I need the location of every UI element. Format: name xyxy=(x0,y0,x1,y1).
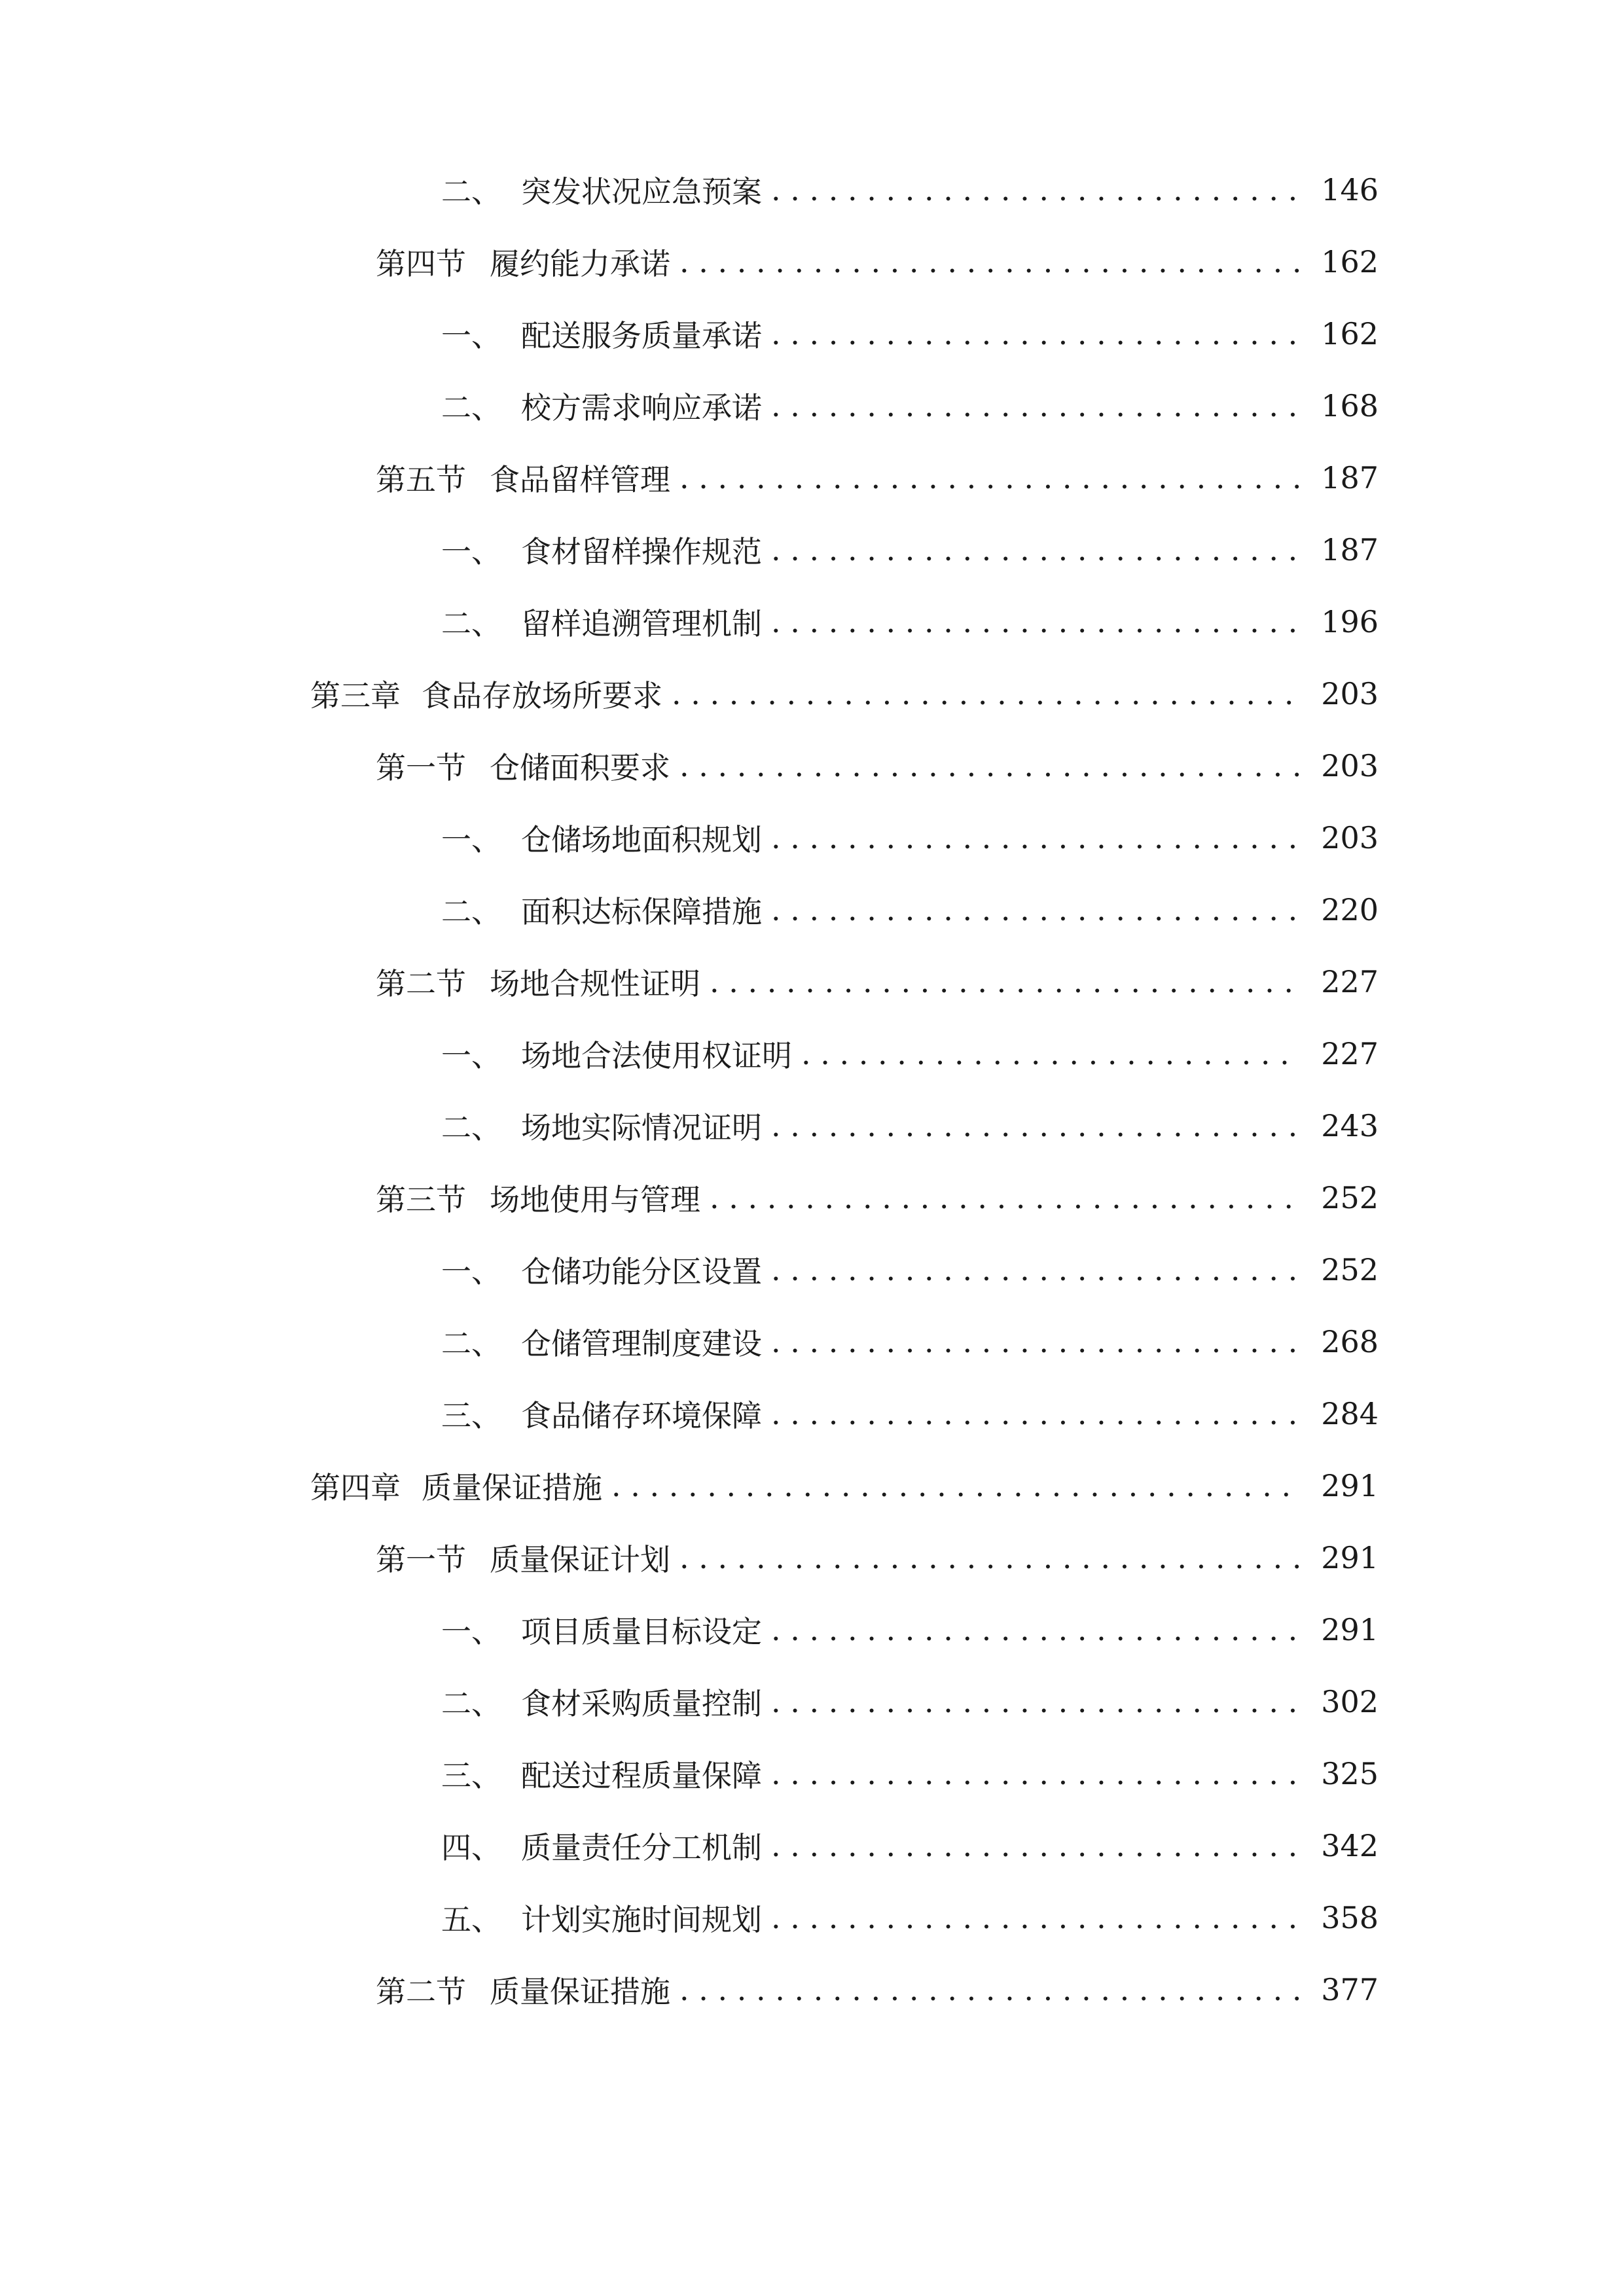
toc-entry[interactable] xyxy=(0,1306,1624,1378)
toc-entry-number: 第二节 xyxy=(376,1974,466,2009)
toc-dot-leader xyxy=(771,1831,1301,1861)
toc-entry-page: 227 xyxy=(1321,964,1379,999)
toc-entry-number: 第四章 xyxy=(310,1470,401,1505)
toc-entry-page: 358 xyxy=(1321,1900,1379,1935)
toc-entry-number: 第三章 xyxy=(310,678,401,713)
toc-entry-number: 一、 xyxy=(441,1614,501,1649)
toc-entry-number: 二、 xyxy=(441,1686,501,1721)
toc-entry[interactable] xyxy=(0,1666,1624,1738)
toc-dot-leader xyxy=(771,895,1301,925)
toc-entry-number: 第一节 xyxy=(376,1542,466,1577)
toc-entry-number: 第五节 xyxy=(376,462,466,497)
toc-dot-leader xyxy=(771,1687,1301,1717)
toc-dot-leader xyxy=(679,751,1301,781)
toc-entry-number: 第二节 xyxy=(376,966,466,1001)
toc-entry[interactable] xyxy=(0,1234,1624,1306)
toc-dot-leader xyxy=(710,1183,1301,1213)
toc-dot-leader xyxy=(710,967,1301,997)
toc-entry[interactable] xyxy=(0,946,1624,1018)
toc-entry-title: 仓储面积要求 xyxy=(490,750,670,785)
toc-entry-number: 一、 xyxy=(441,1254,501,1289)
toc-entry-page: 162 xyxy=(1321,244,1379,279)
toc-dot-leader xyxy=(801,1039,1301,1069)
toc-dot-leader xyxy=(771,1255,1301,1285)
toc-entry-title: 质量保证计划 xyxy=(490,1542,670,1577)
toc-dot-leader xyxy=(771,1759,1301,1789)
toc-entry[interactable] xyxy=(0,1810,1624,1882)
toc-entry-title: 质量保证措施 xyxy=(490,1974,670,2009)
toc-entry-title: 场地合规性证明 xyxy=(490,966,700,1001)
toc-entry-page: 203 xyxy=(1321,748,1379,783)
toc-entry-number: 一、 xyxy=(441,1038,501,1073)
toc-entry-page: 291 xyxy=(1321,1540,1379,1575)
toc-dot-leader xyxy=(771,1111,1301,1141)
toc-entry-number: 第一节 xyxy=(376,750,466,785)
toc-dot-leader xyxy=(679,1975,1301,2005)
toc-entry-title: 仓储场地面积规划 xyxy=(521,822,762,857)
toc-dot-leader xyxy=(771,391,1301,421)
toc-entry-title: 场地合法使用权证明 xyxy=(521,1038,792,1073)
toc-entry-page: 268 xyxy=(1321,1324,1379,1359)
toc-entry-title: 面积达标保障措施 xyxy=(521,894,762,929)
toc-entry-title: 履约能力承诺 xyxy=(490,246,670,281)
toc-entry-title: 食品储存环境保障 xyxy=(521,1398,762,1433)
toc-entry-number: 二、 xyxy=(441,606,501,641)
toc-entry-title: 食品存放场所要求 xyxy=(422,678,662,713)
toc-entry-page: 196 xyxy=(1321,604,1379,639)
toc-entry[interactable] xyxy=(0,1738,1624,1810)
toc-entry-page: 203 xyxy=(1321,676,1379,711)
toc-dot-leader xyxy=(672,679,1301,709)
toc-entry[interactable] xyxy=(0,1954,1624,2026)
toc-entry-title: 食材留样操作规范 xyxy=(521,534,762,569)
toc-entry[interactable] xyxy=(0,514,1624,586)
toc-entry-number: 五、 xyxy=(441,1902,501,1937)
toc-entry-page: 203 xyxy=(1321,820,1379,855)
toc-dot-leader xyxy=(611,1471,1301,1501)
toc-entry-number: 二、 xyxy=(441,894,501,929)
toc-entry-number: 第三节 xyxy=(376,1182,466,1217)
toc-entry-number: 一、 xyxy=(441,822,501,857)
toc-entry-number: 一、 xyxy=(441,318,501,353)
toc-dot-leader xyxy=(771,1327,1301,1357)
toc-entry-title: 场地使用与管理 xyxy=(490,1182,700,1217)
toc-entry-title: 配送服务质量承诺 xyxy=(521,318,762,353)
toc-entry[interactable] xyxy=(0,1594,1624,1666)
toc-entry-title: 项目质量目标设定 xyxy=(521,1614,762,1649)
toc-entry-title: 仓储管理制度建设 xyxy=(521,1326,762,1361)
toc-entry-number: 三、 xyxy=(441,1398,501,1433)
toc-entry-title: 校方需求响应承诺 xyxy=(521,390,762,425)
toc-entry-number: 二、 xyxy=(441,1110,501,1145)
toc-entry-page: 291 xyxy=(1321,1612,1379,1647)
toc-entry-number: 二、 xyxy=(441,1326,501,1361)
toc-entry-title: 计划实施时间规划 xyxy=(521,1902,762,1937)
toc-dot-leader xyxy=(679,247,1301,277)
toc-entry[interactable] xyxy=(0,1522,1624,1594)
toc-entry-page: 325 xyxy=(1321,1756,1379,1791)
toc-entry-title: 质量保证措施 xyxy=(422,1470,602,1505)
toc-entry-page: 291 xyxy=(1321,1468,1379,1503)
toc-entry[interactable] xyxy=(0,730,1624,802)
toc-entry-title: 仓储功能分区设置 xyxy=(521,1254,762,1289)
toc-entry[interactable] xyxy=(0,874,1624,946)
toc-entry-number: 一、 xyxy=(441,534,501,569)
toc-entry[interactable] xyxy=(0,154,1624,226)
toc-entry-title: 配送过程质量保障 xyxy=(521,1758,762,1793)
toc-dot-leader xyxy=(679,463,1301,493)
toc-entry-page: 252 xyxy=(1321,1180,1379,1215)
toc-entry-page: 302 xyxy=(1321,1684,1379,1719)
toc-entry-number: 四、 xyxy=(441,1830,501,1865)
toc-entry-page: 252 xyxy=(1321,1252,1379,1287)
toc-entry-page: 342 xyxy=(1321,1828,1379,1863)
toc-entry[interactable] xyxy=(0,802,1624,874)
toc-dot-leader xyxy=(771,607,1301,637)
toc-entry[interactable] xyxy=(0,1450,1624,1522)
toc-entry-title: 食材采购质量控制 xyxy=(521,1686,762,1721)
toc-dot-leader xyxy=(679,1543,1301,1573)
toc-entry[interactable] xyxy=(0,298,1624,370)
toc-dot-leader xyxy=(771,1615,1301,1645)
toc-entry-page: 187 xyxy=(1321,460,1379,495)
toc-entry-number: 二、 xyxy=(441,174,501,209)
toc-entry[interactable] xyxy=(0,1162,1624,1234)
toc-entry[interactable] xyxy=(0,586,1624,658)
toc-entry-title: 场地实际情况证明 xyxy=(521,1110,762,1145)
toc-entry-page: 168 xyxy=(1321,388,1379,423)
toc-entry-page: 220 xyxy=(1321,892,1379,927)
toc-entry-title: 留样追溯管理机制 xyxy=(521,606,762,641)
toc-dot-leader xyxy=(771,175,1301,205)
toc-dot-leader xyxy=(771,535,1301,565)
toc-entry[interactable] xyxy=(0,1882,1624,1954)
toc-entry-title: 质量责任分工机制 xyxy=(521,1830,762,1865)
toc-entry-number: 三、 xyxy=(441,1758,501,1793)
toc-entry-page: 146 xyxy=(1321,172,1379,207)
toc-entry[interactable] xyxy=(0,1090,1624,1162)
toc-entry[interactable] xyxy=(0,226,1624,298)
toc-entry[interactable] xyxy=(0,1018,1624,1090)
toc-entry-page: 162 xyxy=(1321,316,1379,351)
toc-entry-page: 187 xyxy=(1321,532,1379,567)
toc-entry-title: 食品留样管理 xyxy=(490,462,670,497)
toc-entry-title: 突发状况应急预案 xyxy=(521,174,762,209)
toc-entry-number: 二、 xyxy=(441,390,501,425)
toc-entry-number: 第四节 xyxy=(376,246,466,281)
toc-entry-page: 377 xyxy=(1321,1972,1379,2007)
toc-entry[interactable] xyxy=(0,370,1624,442)
toc-dot-leader xyxy=(771,319,1301,349)
toc-dot-leader xyxy=(771,1399,1301,1429)
toc-entry[interactable] xyxy=(0,1378,1624,1450)
toc-entry-page: 284 xyxy=(1321,1396,1379,1431)
toc-entry-page: 227 xyxy=(1321,1036,1379,1071)
toc-entry[interactable] xyxy=(0,442,1624,514)
toc-entry-page: 243 xyxy=(1321,1108,1379,1143)
toc-dot-leader xyxy=(771,1903,1301,1933)
toc-entry[interactable] xyxy=(0,658,1624,730)
toc-dot-leader xyxy=(771,823,1301,853)
